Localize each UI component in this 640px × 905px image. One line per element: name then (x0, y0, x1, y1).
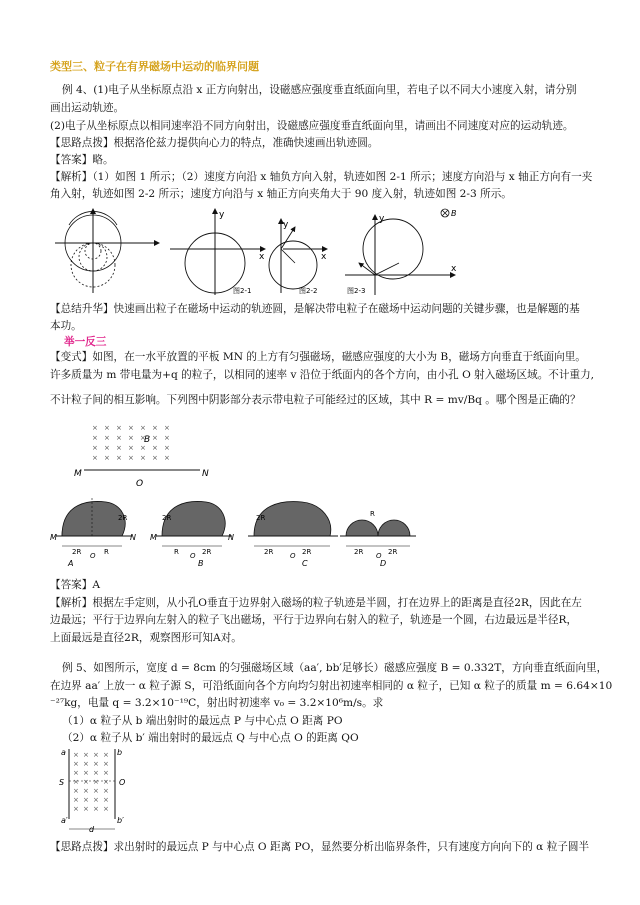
field-cross-mark: × (92, 434, 98, 442)
fig5-d: d (89, 825, 95, 833)
opt-C-O: O (290, 552, 296, 560)
fig5-b: b (117, 748, 123, 757)
field-cross-grid (92, 424, 170, 462)
fig5-a: a (61, 748, 66, 757)
field-cross-mark: × (73, 805, 79, 813)
field-cross-mark: × (164, 424, 170, 432)
field-cross-mark: × (140, 434, 146, 442)
mn-field-figure (60, 420, 220, 490)
example5-tip: 【思路点拨】求出射时的最远点 P 与中心点 O 距离 PO，显然要分析出临界条件，只有速度方向向下的 α 粒子圆半 (50, 841, 590, 853)
example4-answer: 【答案】略。 (50, 154, 114, 166)
option-D (340, 510, 416, 568)
summary-line1: 【总结升华】快速画出粒子在磁场中运动的轨迹圆，是解决带电粒子在磁场中运动问题的关键步骤，也是解题的基 (50, 303, 580, 315)
field-cross-mark: × (128, 424, 134, 432)
field-cross-mark: × (128, 444, 134, 452)
field-cross-mark: × (164, 434, 170, 442)
answer-A: 【答案】A (50, 579, 101, 591)
fig5-S: S (59, 778, 65, 787)
field-cross-mark: × (140, 454, 146, 462)
option-B (150, 501, 234, 568)
opt-C-2R: 2R (256, 514, 266, 522)
field-cross-mark: × (103, 778, 109, 786)
fig23-B-label: B (451, 209, 457, 218)
opt-B-N: N (228, 533, 234, 542)
field-cross-mark: × (128, 434, 134, 442)
field-cross-mark: × (103, 787, 109, 795)
field-cross-mark: × (104, 444, 110, 452)
opt-D-O: O (376, 552, 382, 560)
fig5-ap: a′ (61, 816, 68, 825)
field-cross-mark: × (152, 454, 158, 462)
field-cross-mark: × (83, 805, 89, 813)
field-cross-mark: × (93, 805, 99, 813)
opt-A-R-bottom: R (104, 548, 109, 556)
example4-tip: 【思路点拨】根据洛伦兹力提供向心力的特点，准确快速画出轨迹圆。 (50, 137, 379, 149)
trajectory-figures (55, 205, 475, 297)
figure-2-3 (345, 209, 457, 295)
example4-analysis-line1: 【解析】（1）如图 1 所示；（2）速度方向沿 x 轴负方向入射，轨迹如图 2-1 所示；速度方向沿与 x 轴正方向有一夹 (50, 171, 593, 183)
mn-B-label: B (144, 435, 151, 445)
opt-B-2R-bottom: 2R (202, 548, 212, 556)
opt-C-label: C (302, 559, 308, 568)
opt-A-M: M (50, 533, 57, 542)
field-cross-mark: × (93, 769, 99, 777)
field-cross-mark: × (116, 424, 122, 432)
field-cross-mark: × (93, 751, 99, 759)
field-cross-mark: × (83, 778, 89, 786)
field-cross-mark: × (103, 760, 109, 768)
opt-A-2R: 2R (118, 514, 128, 522)
analysis2-line2: 边最远；平行于边界向左射入的粒子飞出磁场，平行于边界向右射入的粒子，轨迹是一个圆，右边最远是半径R， (50, 614, 578, 626)
fig23-x-label: x (451, 264, 457, 274)
field-cross-mark: × (93, 778, 99, 786)
option-C (248, 502, 338, 568)
opt-B-R-bottom: R (174, 548, 179, 556)
field-cross-mark: × (73, 778, 79, 786)
variant-line2: 许多质量为 m 带电量为+q 的粒子，以相同的速率 v 沿位于纸面内的各个方向，由小孔 O 射入磁场区域。不计重力, (50, 369, 595, 381)
analysis2-line1: 【解析】根据左手定则，从小孔O垂直于边界射入磁场的粒子轨迹是半圆，打在边界上的距离是直径2R，因此在左 (50, 597, 582, 609)
field-cross-mark: × (164, 454, 170, 462)
opt-A-N: N (130, 533, 136, 542)
opt-D-label: D (380, 559, 387, 568)
fig21-caption: 图2-1 (233, 287, 252, 295)
figure-2-1 (170, 209, 265, 295)
opt-C-2R-right: 2R (302, 548, 312, 556)
fig22-y-label: y (283, 220, 289, 230)
opt-C-2R-left: 2R (264, 548, 274, 556)
example5-q2: （2）α 粒子从 b′ 端出射时的最远点 Q 与中心点 O 的距离 QO (62, 732, 359, 744)
field-cross-mark: × (83, 769, 89, 777)
fig22-caption: 图2-2 (299, 287, 318, 295)
field-cross-mark: × (73, 769, 79, 777)
field-cross-mark: × (83, 796, 89, 804)
example5-line3: ⁻²⁷kg，电量 q = 3.2×10⁻¹⁹C，射出时初速率 v₀ = 3.2×10⁶m/s。求 (50, 697, 384, 709)
option-A (50, 498, 136, 568)
field-cross-mark: × (103, 751, 109, 759)
field-cross-mark: × (152, 424, 158, 432)
field-cross-mark: × (116, 444, 122, 452)
field-cross-mark: × (92, 444, 98, 452)
fig5-O: O (119, 778, 126, 787)
example4-analysis-line2: 角入射，轨迹如图 2-2 所示；速度方向沿与 x 轴正方向夹角大于 90 度入射，轨迹如图 2-3 所示。 (50, 188, 512, 200)
opt-A-label: A (68, 559, 74, 568)
opt-D-2R-left: 2R (354, 548, 364, 556)
field-cross-mark: × (140, 444, 146, 452)
answer-options-figure (50, 492, 430, 572)
variant-line1: 【变式】如图，在一水平放置的平板 MN 的上方有匀强磁场，磁感应强度的大小为 B，磁场方向垂直于纸面向里。 (50, 351, 586, 363)
field-cross-mark: × (103, 796, 109, 804)
field-cross-mark: × (73, 751, 79, 759)
mn-O-label: O (136, 479, 144, 489)
fig22-x-label: x (321, 252, 327, 262)
field-cross-mark: × (92, 424, 98, 432)
field-cross-mark: × (140, 424, 146, 432)
field-cross-mark: × (103, 769, 109, 777)
fig5-bp: b′ (117, 816, 124, 825)
fig23-caption: 图2-3 (347, 287, 366, 295)
field-cross-mark: × (104, 434, 110, 442)
field-cross-grid-5 (73, 751, 109, 813)
example4-line2: 画出运动轨迹。 (50, 102, 125, 114)
section-title: 类型三、粒子在有界磁场中运动的临界问题 (50, 60, 259, 73)
field-cross-mark: × (73, 787, 79, 795)
field-cross-mark: × (83, 760, 89, 768)
variant-line3: 不计粒子间的相互影响。下列图中阴影部分表示带电粒子可能经过的区域，其中 R = mv/Bq 。哪个图是正确的？ (50, 394, 581, 406)
opt-D-2R-right: 2R (388, 548, 398, 556)
fig23-y-label: y (379, 214, 385, 224)
field-cross-mark: × (116, 454, 122, 462)
field-cross-mark: × (104, 454, 110, 462)
opt-A-2R-bottom: 2R (72, 548, 82, 556)
fig21-x-label: x (259, 252, 265, 262)
opt-D-R: R (370, 510, 375, 518)
field-cross-mark: × (164, 444, 170, 452)
field-cross-mark: × (73, 796, 79, 804)
opt-B-label: B (198, 559, 204, 568)
field-cross-mark: × (152, 444, 158, 452)
field-cross-mark: × (93, 760, 99, 768)
example4-line1: 例 4、(1)电子从坐标原点沿 x 正方向射出，设磁感应强度垂直纸面向里，若电子以不同大小速度入射，请分别 (62, 84, 577, 96)
field-cross-mark: × (83, 751, 89, 759)
field-cross-mark: × (93, 796, 99, 804)
field-cross-mark: × (93, 787, 99, 795)
fig21-y-label: y (219, 210, 225, 220)
field-cross-mark: × (104, 424, 110, 432)
opt-B-2R: 2R (162, 514, 172, 522)
field-cross-mark: × (128, 454, 134, 462)
analysis2-line3: 上面最远是直径2R，观察图形可知A对。 (50, 632, 242, 644)
jyfs-heading: 举一反三 (64, 336, 107, 348)
example5-field-figure (55, 745, 165, 833)
example4-line3: (2)电子从坐标原点以相同速率沿不同方向射出，设磁感应强度垂直纸面向里，请画出不同速度对应的运动轨迹。 (50, 120, 574, 132)
opt-A-O: O (90, 552, 96, 560)
example5-q1: （1）α 粒子从 b 端出射时的最远点 P 与中心点 O 距离 PO (62, 715, 343, 727)
opt-B-M: M (150, 533, 157, 542)
mn-M-label: M (74, 469, 82, 479)
field-cross-mark: × (116, 434, 122, 442)
field-cross-mark: × (83, 787, 89, 795)
mn-N-label: N (202, 469, 209, 479)
figure-1 (55, 209, 159, 293)
summary-line2: 本功。 (50, 320, 82, 332)
field-cross-mark: × (73, 760, 79, 768)
field-cross-mark: × (103, 805, 109, 813)
example5-line1: 例 5、如图所示，宽度 d = 8cm 的匀强磁场区域（aa′, bb′足够长）磁感应强度 B = 0.332T，方向垂直纸面向里， (62, 662, 608, 674)
opt-B-O: O (190, 552, 196, 560)
field-cross-mark: × (92, 454, 98, 462)
figure-2-2 (269, 219, 327, 295)
example5-line2: 在边界 aa′ 上放一 α 粒子源 S，可沿纸面向各个方向均匀射出初速率相同的 α 粒子，已知 α 粒子的质量 m = 6.64×10 (50, 680, 613, 692)
field-cross-mark: × (152, 434, 158, 442)
